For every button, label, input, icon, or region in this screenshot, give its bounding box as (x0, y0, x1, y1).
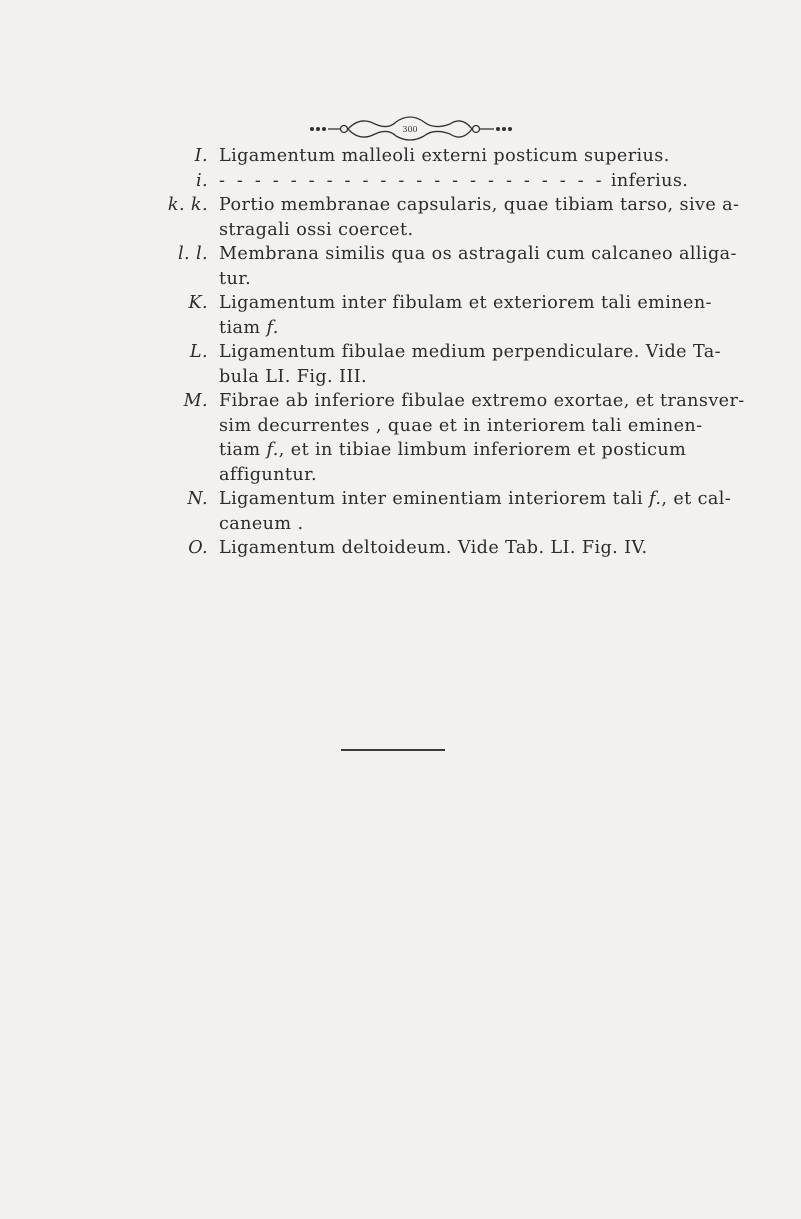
entry-text: Ligamentum inter fibulam et exteriorem tali eminen- (219, 293, 712, 313)
entry-text: Ligamentum inter eminentiam interiorem tali (219, 489, 644, 509)
entry-text-continued: , et cal- (661, 489, 732, 509)
entry-N (0, 487, 801, 536)
entry-label: K. (188, 293, 208, 313)
entry-text-continued: sim decurrentes , quae et in interiorem tali eminen- (219, 415, 703, 436)
entry-i (0, 169, 801, 194)
entry-text: Ligamentum fibulae medium perpendiculare. Vide Ta- (219, 342, 721, 362)
entry-text-continued: caneum . (219, 513, 304, 534)
entry-text-continued: tiam (219, 440, 261, 460)
entry-text: Membrana similis qua os astragali cum calcaneo alliga- (219, 244, 737, 264)
entry-label: M. (183, 391, 208, 411)
figure-ref-f: f. (649, 489, 662, 509)
entry-text-continued: tiam (219, 317, 261, 338)
entry-I (0, 144, 801, 169)
entry-text-continued: stragali ossi coercet. (219, 219, 414, 240)
header-ornament (300, 108, 520, 144)
entry-text-continued: , et in tibiae limbum inferiorem et posticum (278, 440, 687, 460)
entry-text: Fibrae ab inferiore fibulae extremo exortae, et transver- (219, 391, 745, 411)
entry-L (0, 340, 801, 389)
figure-ref-f: f. (266, 317, 279, 338)
ornament-icon (300, 108, 520, 144)
entry-label: L. (189, 342, 208, 362)
entry-l-l (0, 242, 801, 291)
entry-K (0, 291, 801, 340)
entry-text: Ligamentum deltoideum. Vide Tab. LI. Fig. IV. (219, 538, 648, 558)
entry-label: i. (195, 170, 208, 191)
entry-text: Portio membranae capsularis, quae tibiam tarso, sive a- (219, 195, 740, 215)
legend-entries (0, 144, 801, 561)
entry-label: k. k. (167, 195, 208, 215)
figure-ref-f: f. (266, 440, 279, 460)
entry-text-continued: affiguntur. (219, 464, 317, 485)
entry-label: O. (188, 538, 208, 558)
entry-text-continued: tur. (219, 268, 252, 289)
ornament-numeral: 300 (402, 125, 418, 134)
entry-text: inferius. (610, 170, 689, 191)
horizontal-rule (341, 749, 445, 751)
entry-M (0, 389, 801, 487)
entry-O (0, 536, 801, 561)
dash-leader: - - - - - - - - - - - - - - - - - - - - - - (219, 170, 605, 191)
entry-text: Ligamentum malleoli externi posticum superius. (219, 146, 670, 166)
entry-label: N. (187, 489, 208, 509)
entry-text-continued: bula LI. Fig. III. (219, 366, 368, 387)
entry-k-k (0, 193, 801, 242)
entry-label: I. (194, 146, 208, 166)
entry-label: l. l. (177, 244, 208, 264)
